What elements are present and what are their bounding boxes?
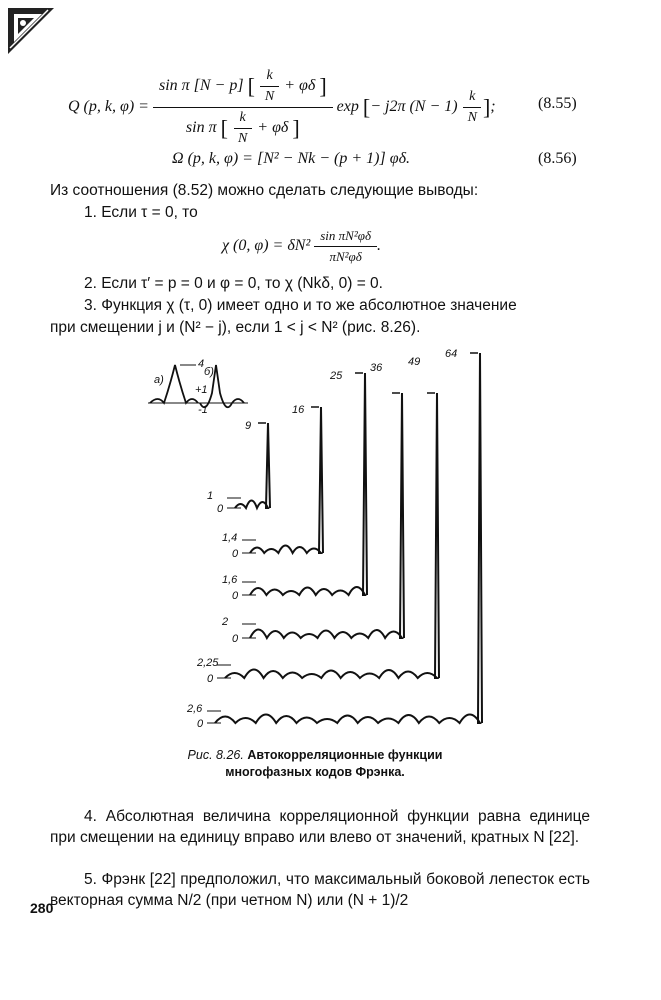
page-number: 280 — [30, 900, 54, 916]
eq55-denominator: sin π [ $\frac{k}{N}$ + φδ ] — [185, 110, 300, 146]
intro-text: Из соотношения (8.52) можно сделать следующие выводы: — [50, 182, 479, 199]
eq56-number: (8.56) — [538, 150, 577, 167]
item-3-line-1: 3. Функция χ (τ, 0) имеет одно и то же абсолютное значение — [84, 297, 517, 314]
autocorr-curve — [235, 423, 270, 508]
inset-label-top: 4 — [198, 358, 205, 370]
level-label-zero: 0 — [232, 590, 239, 602]
corner-ornament-icon — [8, 8, 56, 56]
chi-lhs: χ (0, φ) = δN² — [222, 237, 311, 255]
eq55-numerator: sin π [N − p] [ $\frac{k}{N}$ + φδ ] — [153, 68, 333, 108]
eq55-num-suffix: + φδ — [284, 77, 316, 95]
level-label-top: 1 — [207, 490, 214, 502]
peak-label: 25 — [330, 370, 343, 382]
eq55-den-suffix: + φδ — [257, 119, 289, 137]
figure-inset — [148, 358, 248, 416]
level-label-top: 2 — [222, 616, 229, 628]
level-label-top: 2,6 — [187, 703, 203, 715]
peak-label: 16 — [292, 404, 305, 416]
equation-8-55: Q (p, k, φ) = sin π [N − p] [ $\frac{k}{N}$ + φδ ] sin π [ $\frac{k}{N}$ + φδ ] exp [− j2π (N − 1) $\frac{k}{N}$ ]; — [68, 68, 496, 146]
caption-label: Рис. 8.26. — [187, 748, 244, 762]
eq55-num-prefix: sin π [N − p] — [158, 77, 244, 95]
figure-curves — [207, 353, 482, 723]
eq55-den-prefix: sin π — [185, 119, 217, 137]
eq55-num-kn — [259, 68, 280, 105]
autocorr-curve — [215, 353, 482, 723]
figure-caption — [150, 747, 480, 781]
level-label-top: 1,4 — [222, 532, 238, 544]
inset-label-a: a) — [154, 374, 164, 386]
level-label-zero: 0 — [207, 673, 214, 685]
item-5: 5. Фрэнк [22] предположил, что максимальный боковой лепесток есть векторная сумма N/2 (при четном N) или (N + 1)/2 — [50, 871, 590, 909]
figure-labels — [186, 348, 457, 730]
inset-label-minus: -1 — [198, 404, 208, 416]
peak-label: 9 — [245, 420, 252, 432]
eq55-den-kn — [232, 110, 253, 147]
eq55-tail: ; — [490, 98, 496, 116]
eq55-exp-n: N — [467, 110, 477, 125]
inset-label-b: б) — [204, 366, 214, 378]
chi-den: πN²φδ — [329, 249, 362, 264]
eq55-number: (8.55) — [538, 95, 577, 112]
level-label-top: 2,25 — [197, 657, 219, 669]
eq55-num-n: N — [264, 89, 275, 104]
item-3-line-2: при смещении j и (N² − j), если 1 < j < N² (рис. 8.26). — [50, 319, 421, 336]
eq55-main-fraction — [153, 68, 333, 147]
autocorr-curve — [250, 407, 323, 553]
autocorr-curve — [250, 393, 404, 638]
eq55-num-k: k — [260, 68, 278, 87]
level-label-zero: 0 — [217, 503, 224, 515]
level-label-zero: 0 — [197, 718, 204, 730]
eq55-den-n: N — [237, 131, 248, 146]
level-label-zero: 0 — [232, 548, 239, 560]
caption-text: Автокорреляционные функции многофазных кодов Фрэнка. — [225, 748, 443, 779]
eq55-exp: exp — [336, 98, 359, 116]
eq55-exp-kn — [462, 89, 483, 126]
item-4: 4. Абсолютная величина корреляционной функции равна единице при смещении на единицу вправо или влево от значений, кратных N [22]. — [50, 808, 590, 846]
chi-num: sin πN²φδ — [314, 228, 377, 247]
equation-8-56: Ω (p, k, φ) = [N² − Nk − (p + 1)] φδ. — [172, 150, 411, 167]
eq55-lhs: Q (p, k, φ) = — [68, 98, 149, 116]
eq55-exp-k: k — [463, 89, 481, 108]
peak-label: 36 — [370, 362, 383, 374]
equation-chi — [222, 228, 381, 265]
chi-fraction — [314, 228, 377, 265]
level-label-top: 1,6 — [222, 574, 238, 586]
figure-8-26 — [140, 345, 500, 740]
eq55-exp-inner: − j2π (N − 1) — [370, 98, 458, 116]
peak-label: 64 — [445, 348, 458, 360]
chi-tail: . — [377, 237, 381, 255]
inset-label-plus: +1 — [195, 384, 208, 396]
item-2: 2. Если τ′ = p = 0 и φ = 0, то χ (Nkδ, 0) = 0. — [84, 275, 383, 292]
level-label-zero: 0 — [232, 633, 239, 645]
peak-label: 49 — [408, 356, 421, 368]
eq55-den-k: k — [234, 110, 252, 129]
item-1: 1. Если τ = 0, то — [84, 204, 198, 221]
